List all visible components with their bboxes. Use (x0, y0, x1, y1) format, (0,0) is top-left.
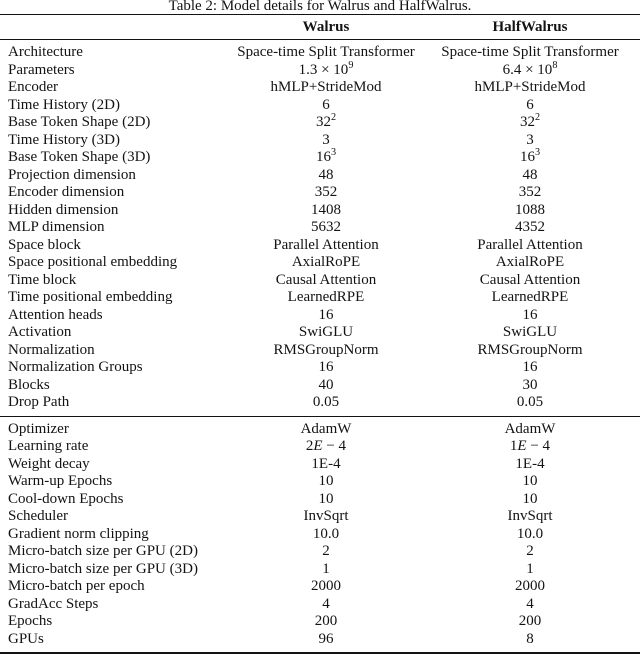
row-label: GPUs (8, 630, 44, 647)
halfwalrus-value: 48 (522, 166, 538, 183)
row-label: Gradient norm clipping (8, 525, 149, 542)
halfwalrus-value: InvSqrt (507, 508, 553, 524)
walrus-value: Space-time Split Transformer (237, 44, 415, 60)
row-label: Time positional embedding (8, 289, 173, 305)
halfwalrus-value: hMLP+StrideMod (474, 79, 586, 95)
walrus-value: 16 (318, 306, 334, 323)
halfwalrus-value: AdamW (504, 420, 556, 437)
walrus-value: 2000 (311, 578, 341, 594)
halfwalrus-value: Causal Attention (479, 271, 581, 288)
table-row (0, 416, 640, 438)
table-row (0, 219, 640, 237)
halfwalrus-value: 2 (526, 543, 534, 559)
row-label: Time History (3D) (8, 131, 120, 148)
halfwalrus-value: 200 (518, 613, 542, 629)
halfwalrus-value: 10 (522, 490, 538, 507)
halfwalrus-value: Space-time Split Transformer (441, 44, 619, 60)
row-label: Normalization Groups (8, 359, 143, 375)
row-label: Attention heads (8, 306, 103, 323)
walrus-value: 40 (318, 376, 334, 393)
table-row (0, 184, 640, 202)
row-label: Warm-up Epochs (8, 473, 113, 489)
halfwalrus-value: LearnedRPE (491, 289, 569, 305)
table-row (0, 40, 640, 62)
model-details-table (0, 14, 640, 654)
section-training (0, 416, 640, 653)
row-label: Cool-down Epochs (8, 490, 124, 507)
walrus-value: InvSqrt (303, 508, 349, 524)
table-row (0, 526, 640, 544)
table-row (0, 561, 640, 579)
table-row (0, 149, 640, 167)
halfwalrus-value: 30 (522, 376, 538, 393)
table-row (0, 272, 640, 290)
table-row (0, 62, 640, 80)
walrus-value: LearnedRPE (287, 289, 365, 305)
walrus-value: 1408 (311, 201, 341, 218)
column-header-halfwalrus: HalfWalrus (492, 18, 568, 35)
halfwalrus-value: 16 (522, 306, 538, 323)
row-label: Parameters (8, 61, 75, 78)
table-row (0, 97, 640, 115)
walrus-value: Parallel Attention (273, 236, 379, 253)
halfwalrus-value: 16 (522, 359, 538, 375)
halfwalrus-value: 1E-4 (515, 455, 545, 472)
halfwalrus-value: SwiGLU (502, 324, 558, 340)
row-label: Encoder (8, 79, 58, 95)
table-row (0, 491, 640, 509)
walrus-value: 1 (322, 560, 330, 577)
table-row (0, 473, 640, 491)
row-label: Activation (8, 324, 72, 340)
row-label: Micro-batch per epoch (8, 578, 145, 594)
walrus-value: AxialRoPE (291, 254, 361, 270)
halfwalrus-value: AxialRoPE (495, 254, 565, 270)
walrus-value: 2E − 4 (305, 438, 347, 454)
table-row (0, 167, 640, 185)
column-header-empty (0, 15, 232, 40)
walrus-value: 6 (322, 96, 330, 113)
row-label: Encoder dimension (8, 184, 125, 200)
walrus-value: hMLP+StrideMod (270, 79, 382, 95)
row-label: GradAcc Steps (8, 595, 99, 612)
walrus-value: AdamW (300, 420, 352, 437)
walrus-value: 48 (318, 166, 334, 183)
halfwalrus-value: 10.0 (516, 525, 544, 542)
row-label: Base Token Shape (2D) (8, 114, 151, 130)
row-label: Micro-batch size per GPU (3D) (8, 560, 198, 577)
table-row (0, 377, 640, 395)
walrus-value: 3 (322, 131, 330, 148)
walrus-value: Causal Attention (275, 271, 377, 288)
walrus-value: 10 (318, 490, 334, 507)
table-row (0, 613, 640, 631)
halfwalrus-value: 352 (518, 184, 542, 200)
walrus-value: 4 (322, 595, 330, 612)
walrus-value: 2 (322, 543, 330, 559)
walrus-value: 0.05 (312, 394, 340, 410)
halfwalrus-value: Parallel Attention (477, 236, 583, 253)
halfwalrus-value: RMSGroupNorm (477, 341, 583, 358)
table-row (0, 324, 640, 342)
table-row (0, 307, 640, 325)
halfwalrus-value: 6 (526, 96, 534, 113)
table-row (0, 543, 640, 561)
header-row (0, 15, 640, 40)
table-caption: Table 2: Model details for Walrus and HalfWalrus. (168, 0, 472, 14)
walrus-value: RMSGroupNorm (273, 341, 379, 358)
table-header (0, 15, 640, 40)
table-row (0, 456, 640, 474)
table-row (0, 114, 640, 132)
halfwalrus-value: 3 (526, 131, 534, 148)
table-row (0, 578, 640, 596)
halfwalrus-value: 10 (522, 473, 538, 489)
halfwalrus-value: 0.05 (516, 394, 544, 410)
table-row (0, 254, 640, 272)
table-row (0, 79, 640, 97)
row-label: Blocks (8, 376, 50, 393)
row-label: Scheduler (8, 508, 68, 524)
walrus-value: $32^2$ (315, 112, 337, 130)
table-row (0, 202, 640, 220)
table-row (0, 394, 640, 416)
row-label: Base Token Shape (3D) (8, 149, 151, 165)
table-row (0, 508, 640, 526)
row-label: Micro-batch size per GPU (2D) (8, 543, 198, 559)
walrus-value: 10 (318, 473, 334, 489)
row-label: Drop Path (8, 394, 70, 410)
row-label: Time History (2D) (8, 96, 120, 113)
walrus-value: 96 (318, 630, 334, 647)
row-label: Space positional embedding (8, 254, 178, 270)
row-label: Projection dimension (8, 166, 136, 183)
halfwalrus-value: 8 (526, 630, 534, 647)
walrus-value: 16 (318, 359, 334, 375)
walrus-value: 10.0 (312, 525, 340, 542)
table-row (0, 359, 640, 377)
row-label: MLP dimension (8, 219, 105, 235)
walrus-value: $1.3 \times 10^9$ (298, 59, 354, 78)
row-label: Normalization (8, 341, 95, 358)
section-architecture (0, 40, 640, 417)
halfwalrus-value: 4 (526, 595, 534, 612)
table-row (0, 631, 640, 654)
halfwalrus-value: 1 (526, 560, 534, 577)
table-row (0, 438, 640, 456)
row-label: Epochs (8, 613, 53, 629)
halfwalrus-value: 1E − 4 (509, 438, 551, 454)
walrus-value: 200 (314, 613, 338, 629)
halfwalrus-value: 1088 (515, 201, 545, 218)
halfwalrus-value: 4352 (515, 219, 545, 235)
row-label: Weight decay (8, 455, 90, 472)
row-label: Hidden dimension (8, 201, 119, 218)
table-row (0, 132, 640, 150)
walrus-value: 1E-4 (311, 455, 341, 472)
row-label: Space block (8, 236, 81, 253)
halfwalrus-value: $6.4 \times 10^8$ (502, 59, 558, 78)
table-row (0, 596, 640, 614)
row-label: Optimizer (8, 420, 69, 437)
table-row (0, 289, 640, 307)
row-label: Architecture (8, 44, 83, 60)
walrus-value: SwiGLU (298, 324, 354, 340)
table-row (0, 342, 640, 360)
row-label: Time block (8, 271, 77, 288)
walrus-value: $16^3$ (315, 147, 337, 165)
halfwalrus-value: $32^2$ (519, 112, 541, 130)
column-header-walrus: Walrus (302, 18, 350, 35)
halfwalrus-value: $16^3$ (519, 147, 541, 165)
walrus-value: 5632 (311, 219, 341, 235)
row-label: Learning rate (8, 438, 89, 454)
halfwalrus-value: 2000 (515, 578, 545, 594)
table-row (0, 237, 640, 255)
walrus-value: 352 (314, 184, 338, 200)
